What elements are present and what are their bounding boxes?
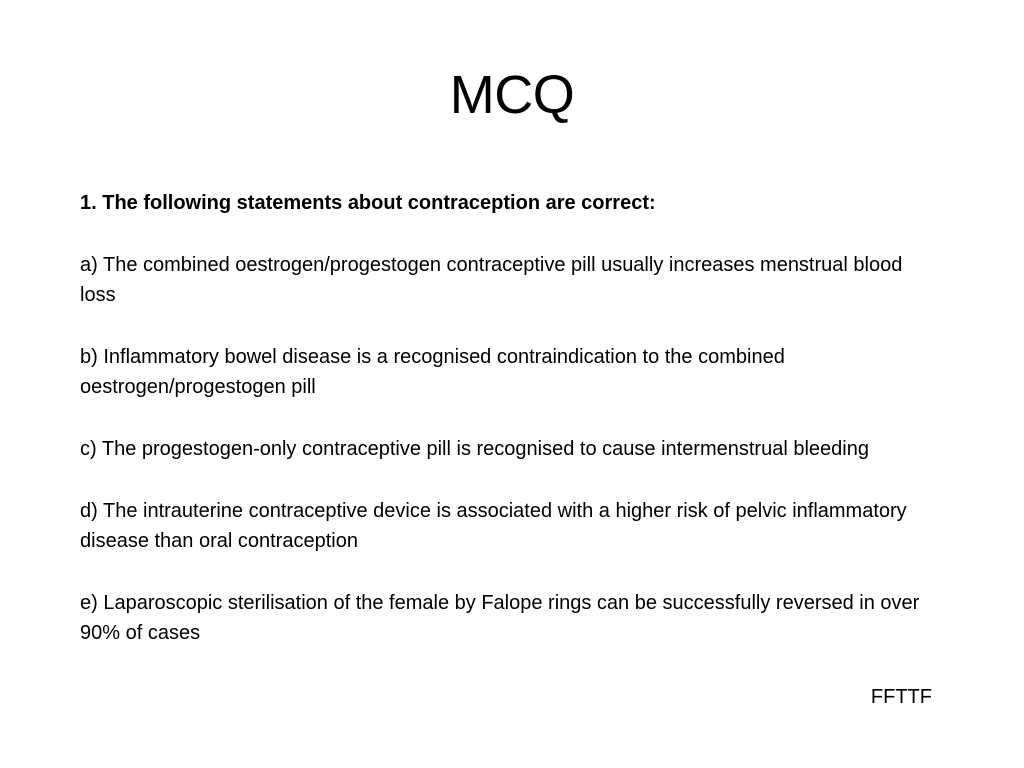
slide-body (80, 188, 920, 649)
option-c: c) The progestogen-only contraceptive pill is recognised to cause intermenstrual bleeding (80, 437, 869, 460)
option-d: d) The intrauterine contraceptive device is associated with a higher risk of pelvic inflammatory disease than oral contraception (80, 499, 907, 553)
option-b: b) Inflammatory bowel disease is a recognised contraindication to the combined oestrogen/progestogen pill (80, 345, 785, 399)
question-text: 1. The following statements about contraception are correct: (80, 192, 656, 214)
option-a: a) The combined oestrogen/progestogen contraceptive pill usually increases menstrual blood loss (80, 253, 903, 307)
slide-title: MCQ (449, 65, 575, 125)
answer-key: FFTTF (870, 686, 932, 708)
option-e: e) Laparoscopic sterilisation of the female by Falope rings can be successfully reversed in over 90% of cases (80, 591, 920, 645)
